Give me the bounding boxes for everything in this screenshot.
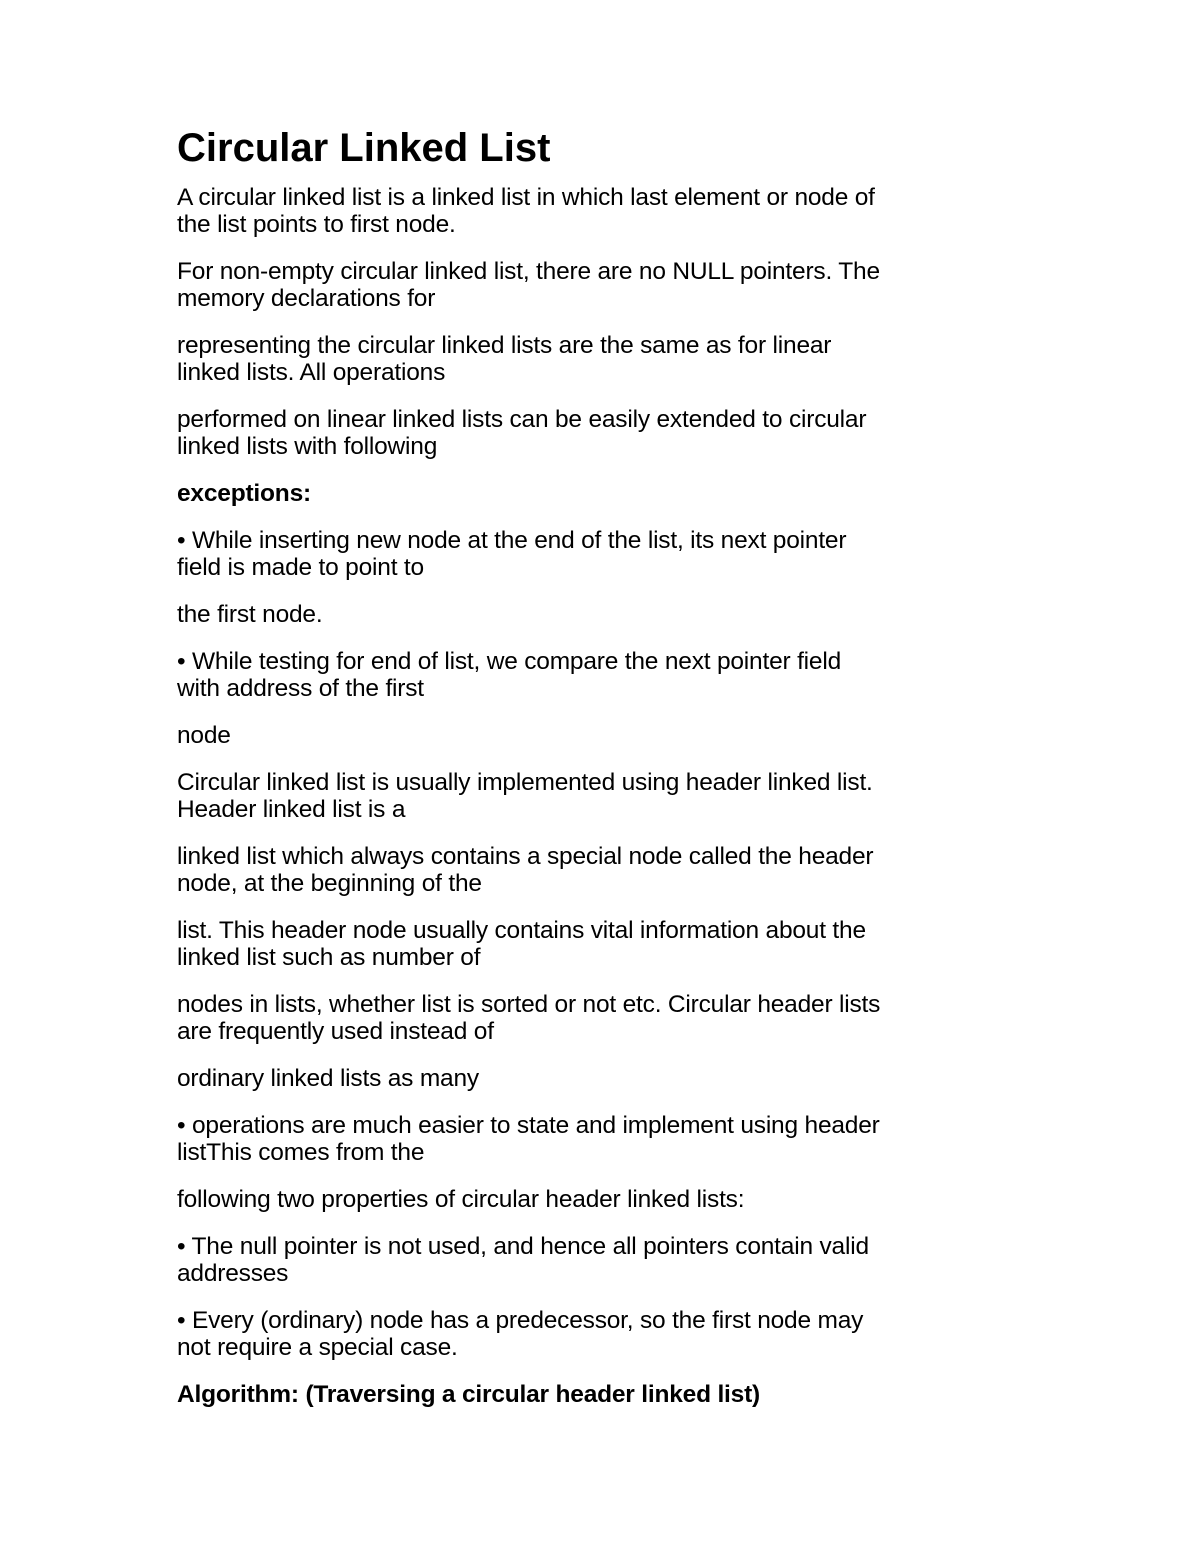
paragraph <box>177 648 1037 702</box>
text-line: nodes in lists, whether list is sorted or not etc. Circular header lists <box>177 991 881 1018</box>
text-line: listThis comes from the <box>177 1139 425 1166</box>
text-line: memory declarations for <box>177 285 436 312</box>
paragraph <box>177 258 1037 312</box>
text-line: linked list such as number of <box>177 944 481 971</box>
text-line: • Every (ordinary) node has a predecessor, so the first node may <box>177 1307 864 1334</box>
paragraph <box>177 991 1037 1045</box>
paragraph <box>177 406 1037 460</box>
paragraph <box>177 527 1037 581</box>
text-line: not require a special case. <box>177 1334 458 1361</box>
text-line: ordinary linked lists as many <box>177 1065 479 1092</box>
text-line: linked list which always contains a special node called the header <box>177 843 874 870</box>
text-line: representing the circular linked lists are the same as for linear <box>177 332 832 359</box>
text-line: the list points to first node. <box>177 211 456 238</box>
paragraph <box>177 1112 1037 1166</box>
paragraph <box>177 1233 1037 1287</box>
paragraph <box>177 601 1037 628</box>
paragraph <box>177 1065 1037 1092</box>
text-line: are frequently used instead of <box>177 1018 494 1045</box>
paragraph <box>177 184 1037 238</box>
text-line: node <box>177 722 231 749</box>
text-line: • operations are much easier to state and implement using header <box>177 1112 880 1139</box>
text-line: linked lists. All operations <box>177 359 446 386</box>
document-content <box>177 124 1037 1428</box>
paragraph <box>177 722 1037 749</box>
text-line: field is made to point to <box>177 554 424 581</box>
text-line: Algorithm: (Traversing a circular header linked list) <box>177 1381 761 1408</box>
paragraph <box>177 917 1037 971</box>
text-line: following two properties of circular header linked lists: <box>177 1186 745 1213</box>
text-line: the first node. <box>177 601 323 628</box>
text-line: with address of the first <box>177 675 424 702</box>
text-line: addresses <box>177 1260 289 1287</box>
text-line: • While testing for end of list, we compare the next pointer field <box>177 648 842 675</box>
text-line: Circular linked list is usually implemented using header linked list. <box>177 769 873 796</box>
text-line: performed on linear linked lists can be easily extended to circular <box>177 406 867 433</box>
page-title: Circular Linked List <box>177 126 551 170</box>
text-line: Header linked list is a <box>177 796 406 823</box>
paragraph-list <box>177 184 1037 1408</box>
paragraph <box>177 843 1037 897</box>
paragraph <box>177 1307 1037 1361</box>
paragraph <box>177 769 1037 823</box>
text-line: list. This header node usually contains vital information about the <box>177 917 866 944</box>
text-line: • While inserting new node at the end of the list, its next pointer <box>177 527 847 554</box>
text-line: node, at the beginning of the <box>177 870 482 897</box>
text-line: linked lists with following <box>177 433 438 460</box>
text-line: A circular linked list is a linked list in which last element or node of <box>177 184 875 211</box>
paragraph <box>177 1186 1037 1213</box>
text-line: exceptions: <box>177 480 311 507</box>
paragraph <box>177 332 1037 386</box>
section-heading <box>177 1381 1037 1408</box>
section-heading <box>177 480 1037 507</box>
text-line: • The null pointer is not used, and hence all pointers contain valid <box>177 1233 869 1260</box>
text-line: For non-empty circular linked list, there are no NULL pointers. The <box>177 258 880 285</box>
